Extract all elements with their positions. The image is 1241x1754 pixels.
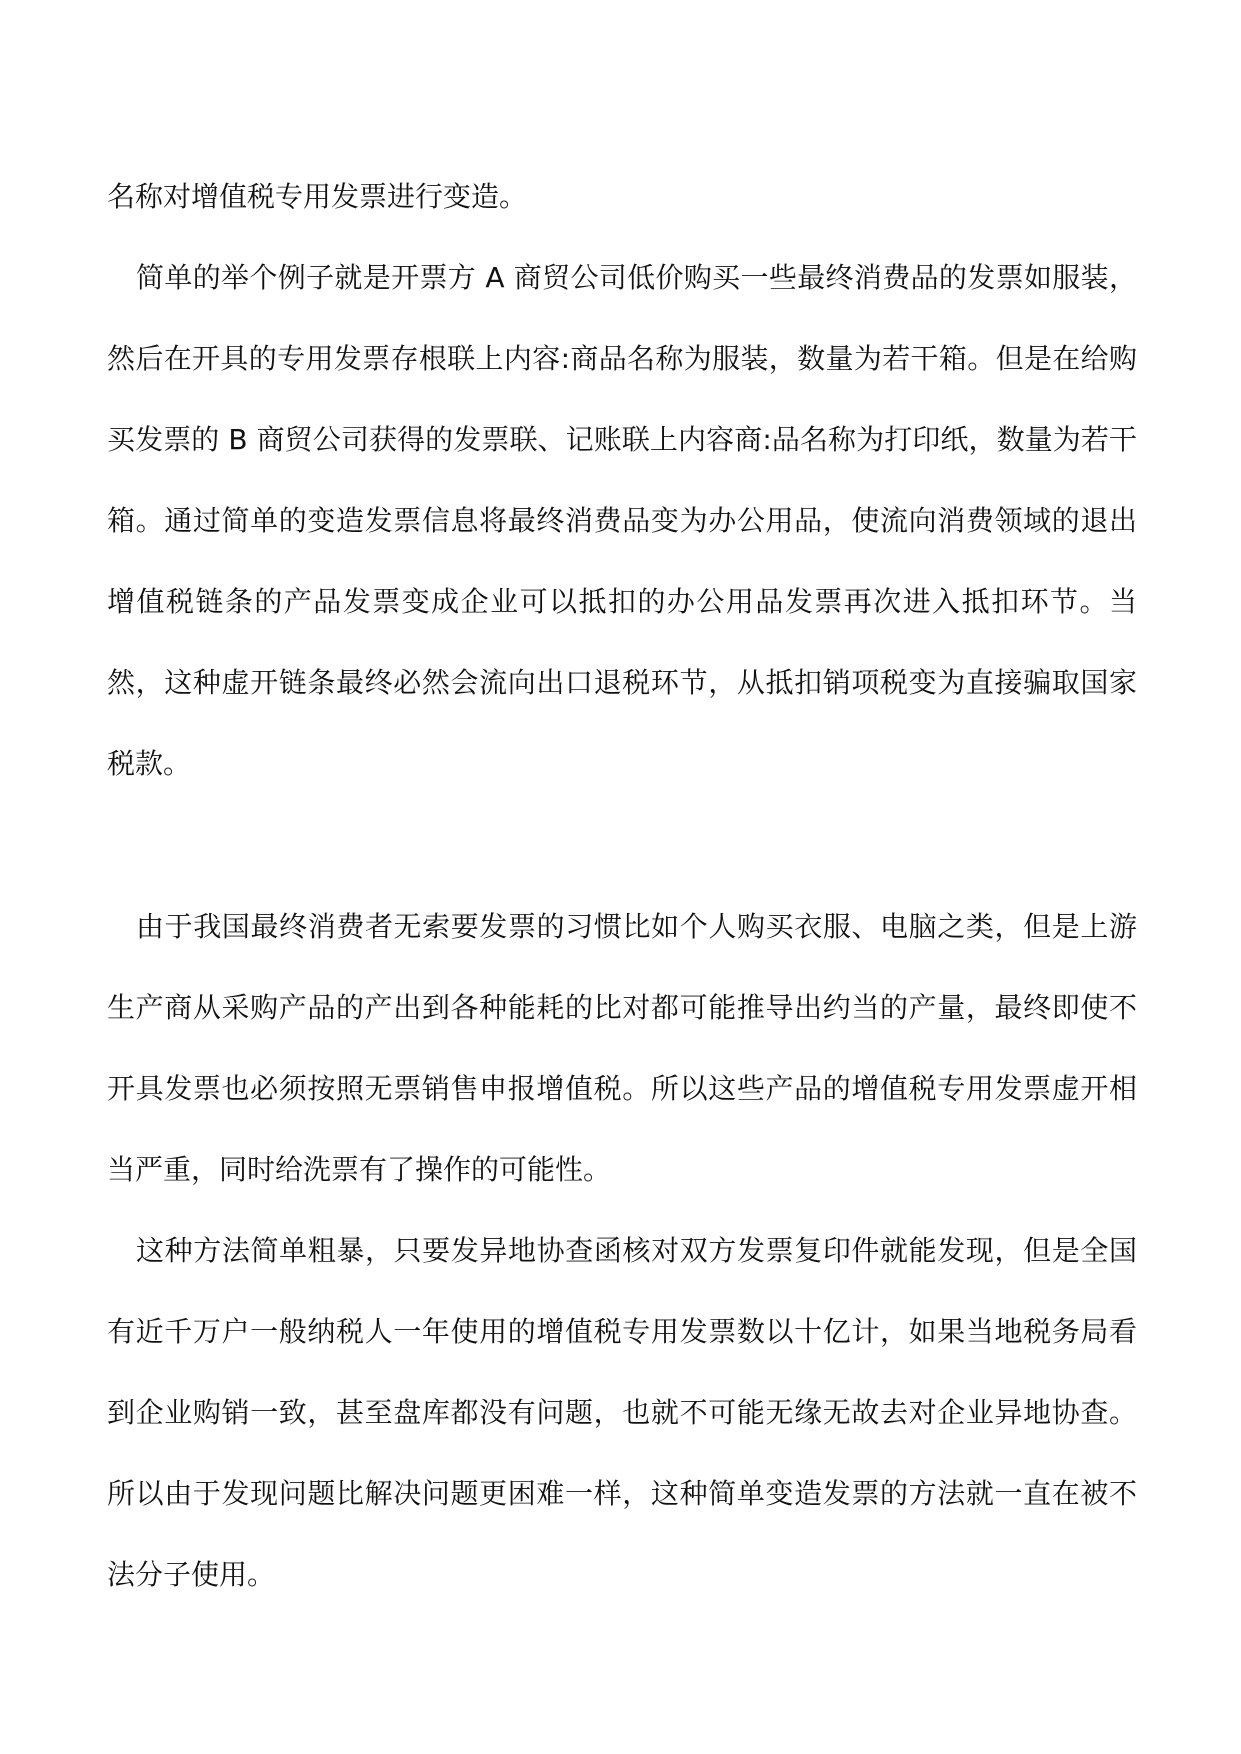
- paragraph-example: 简单的举个例子就是开票方 A 商贸公司低价购买一些最终消费品的发票如服装，然后在开具的专用发票存根联上内容:商品名称为服装，数量为若干箱。但是在给购买发票的 B 商贸公司获得的发票联、记账联上内容商:品名称为打印纸，数量为若干箱。通过简单的变造发票信息将最终消费品变为办公用品，使流向消费领域的退出增值税链条的产品发票变成企业可以抵扣的办公用品发票再次进入抵扣环节。当然，这种虚开链条最终必然会流向出口退税环节，从抵扣销项税变为直接骗取国家税款。: [107, 261, 1137, 780]
- paragraph-detection: 这种方法简单粗暴，只要发异地协查函核对双方发票复印件就能发现，但是全国有近千万户一般纳税人一年使用的增值税专用发票数以十亿计，如果当地税务局看到企业购销一致，甚至盘库都没有问题，也就不可能无缘无故去对企业异地协查。所以由于发现问题比解决问题更困难一样，这种简单变造发票的方法就一直在被不法分子使用。: [107, 1234, 1137, 1591]
- document-body: [107, 156, 1137, 1615]
- paragraph-consumer-habit: 由于我国最终消费者无索要发票的习惯比如个人购买衣服、电脑之类，但是上游生产商从采购产品的产出到各种能耗的比对都可能推导出约当的产量，最终即使不开具发票也必须按照无票销售申报增值税。所以这些产品的增值税专用发票虚开相当严重，同时给洗票有了操作的可能性。: [107, 910, 1137, 1186]
- paragraph-continuation: 名称对增值税专用发票进行变造。: [107, 180, 528, 213]
